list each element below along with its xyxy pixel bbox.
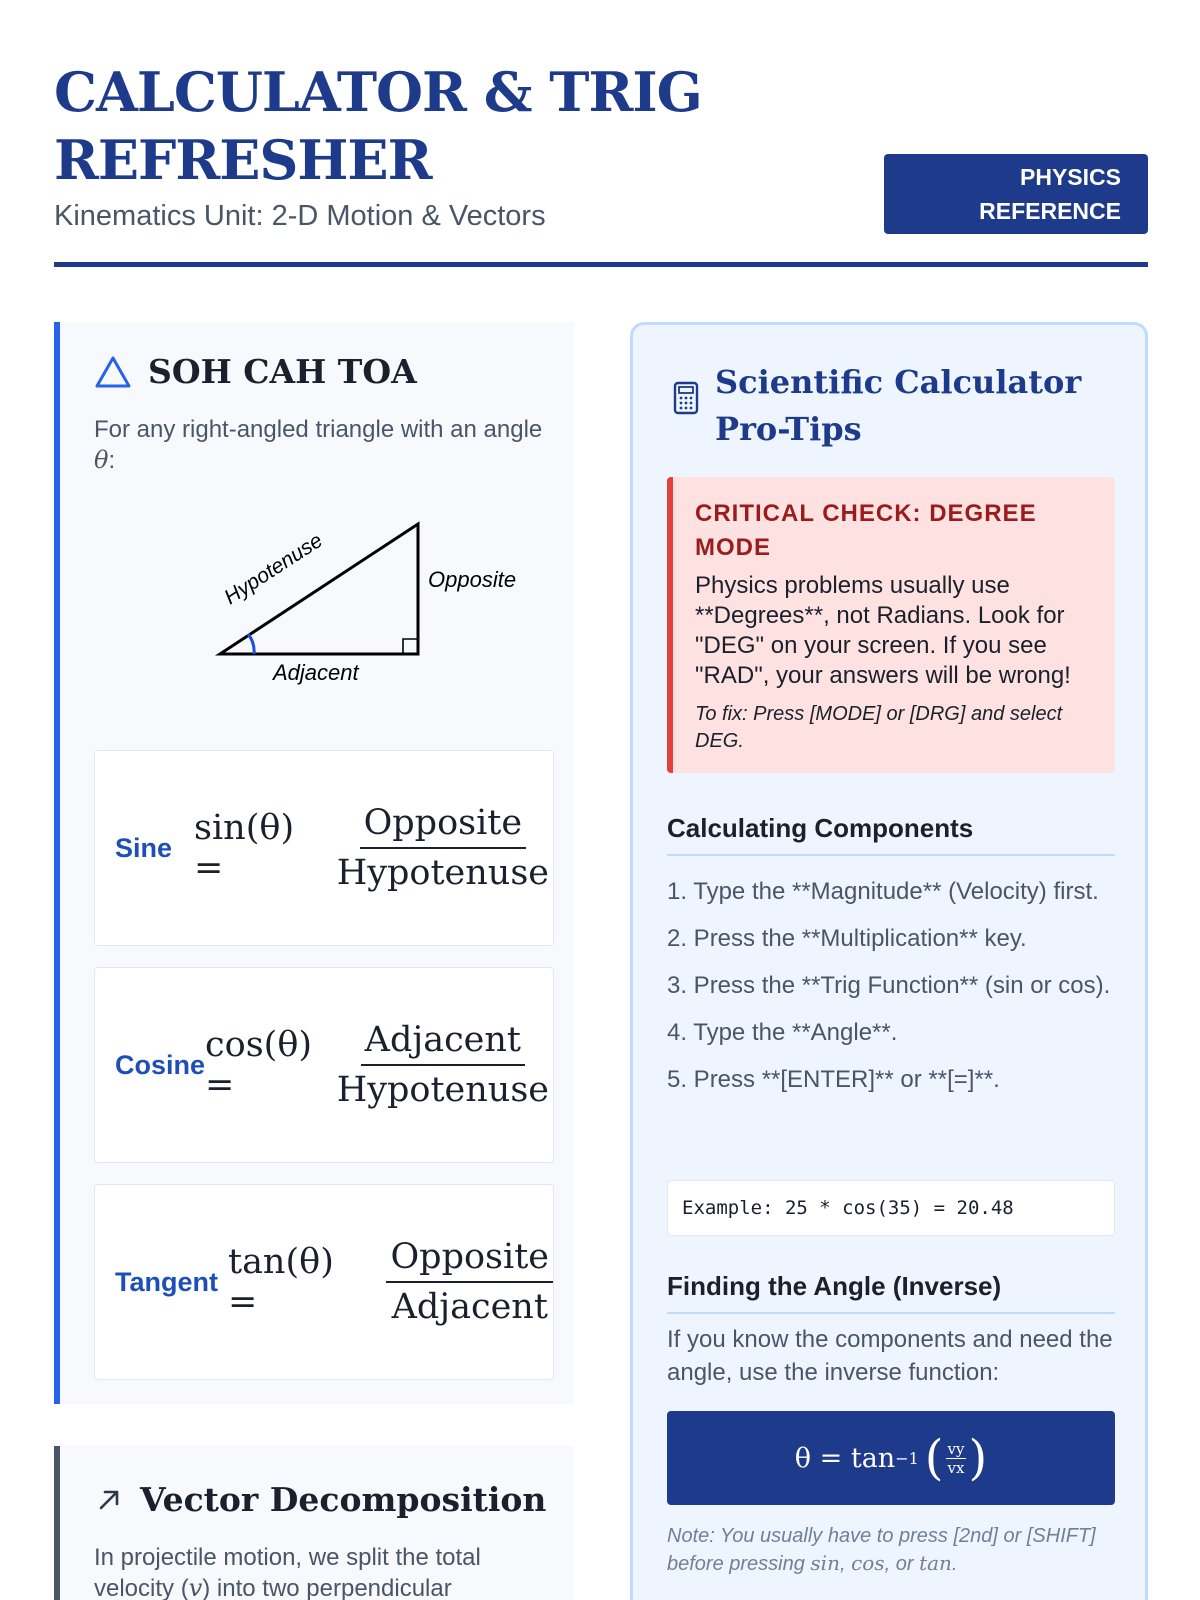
vector-intro-b: ) into two perpendicular — [202, 1575, 452, 1600]
alert-fix-instructions: To fix: Press [MODE] or [DRG] and select DEG. — [695, 703, 1063, 752]
components-steps-list — [667, 875, 1115, 1110]
calc-card-title: Scientific Calculator Pro-Tips — [715, 363, 1082, 448]
tangent-label: Tangent — [115, 1266, 218, 1297]
alert-title: CRITICAL CHECK: DEGREE MODE — [695, 500, 1037, 561]
sine-formula-box — [94, 750, 554, 946]
right-paren: ) — [968, 1430, 988, 1486]
tangent-func: tan(θ) = — [228, 1242, 334, 1322]
sine-fraction — [333, 803, 553, 893]
step-item: 5. Press **[ENTER]** or **[=]**. — [667, 1066, 1000, 1093]
arrow-up-right-icon — [94, 1485, 124, 1515]
note-cos: cos — [851, 1551, 885, 1575]
fraction-denominator: vx — [947, 1458, 965, 1477]
cosine-fraction — [333, 1020, 553, 1110]
tangent-numerator: Opposite — [386, 1237, 553, 1283]
tangent-formula-box — [94, 1184, 554, 1380]
vector-card-header — [94, 1480, 546, 1519]
step-item: 4. Type the **Angle**. — [667, 1019, 898, 1046]
vector-intro-text — [94, 1542, 554, 1600]
cosine-denominator: Hypotenuse — [336, 1070, 549, 1110]
degree-mode-alert — [667, 477, 1115, 773]
step-item: 1. Type the **Magnitude** (Velocity) first. — [667, 878, 1099, 905]
opposite-label: Opposite — [428, 567, 517, 592]
inverse-exponent: −1 — [895, 1448, 919, 1468]
cosine-numerator: Adjacent — [361, 1020, 525, 1066]
calculator-tips-card — [630, 322, 1148, 1600]
vector-card-title: Vector Decomposition — [140, 1480, 547, 1519]
soh-intro-suffix: : — [108, 447, 116, 474]
calculator-icon — [671, 381, 701, 415]
vector-decomposition-card — [54, 1446, 574, 1600]
vector-intro-a: In projectile motion, we split the total velocity ( — [94, 1544, 481, 1600]
step-item: 2. Press the **Multiplication** key. — [667, 925, 1027, 952]
inverse-section-title: Finding the Angle (Inverse) — [667, 1271, 1115, 1314]
tangent-fraction — [386, 1237, 553, 1327]
soh-card-title: SOH CAH TOA — [148, 352, 417, 391]
inverse-formula-box — [667, 1411, 1115, 1505]
soh-intro-main: For any right-angled triangle with an angle — [94, 416, 543, 443]
triangle-icon — [94, 354, 132, 390]
soh-card-header — [94, 352, 417, 391]
note-or: , or — [884, 1553, 920, 1575]
page-header — [54, 58, 1148, 268]
title-line-2: REFRESHER — [54, 128, 432, 192]
theta-symbol: θ — [94, 446, 109, 474]
calc-card-header — [671, 359, 1115, 453]
cosine-func: cos(θ) = — [205, 1025, 313, 1105]
fraction-numerator: vy — [947, 1439, 965, 1458]
hypotenuse-label: Hypotenuse — [220, 528, 327, 610]
physics-reference-badge — [884, 154, 1148, 234]
inverse-note — [667, 1523, 1115, 1578]
sine-label: Sine — [115, 832, 173, 863]
badge-line-2: REFERENCE — [979, 198, 1121, 224]
velocity-symbol: v — [188, 1574, 203, 1600]
cosine-expression — [205, 1020, 553, 1110]
header-divider — [54, 262, 1148, 267]
note-end: . — [951, 1553, 958, 1575]
left-paren: ( — [924, 1430, 944, 1486]
sine-expression — [194, 803, 553, 893]
tangent-denominator: Adjacent — [391, 1287, 548, 1327]
cosine-formula-box — [94, 967, 554, 1163]
note-sin: sin — [810, 1551, 840, 1575]
note-comma: , — [839, 1553, 852, 1575]
tangent-expression — [228, 1237, 553, 1327]
components-section-title: Calculating Components — [667, 813, 1115, 856]
adjacent-label: Adjacent — [273, 660, 359, 685]
soh-intro-text — [94, 414, 554, 476]
badge-line-1: PHYSICS — [1020, 164, 1121, 190]
sine-denominator: Hypotenuse — [336, 853, 549, 893]
title-line-1: CALCULATOR & TRIG — [54, 60, 702, 124]
alert-body: Physics problems usually use **Degrees**, not Radians. Look for "DEG" on your screen. If you see "RAD", your answers will be wrong! — [695, 572, 1071, 689]
cosine-label: Cosine — [115, 1049, 206, 1080]
sine-numerator: Opposite — [360, 803, 527, 849]
sine-func: sin(θ) = — [194, 808, 295, 888]
soh-cah-toa-card — [54, 322, 574, 1404]
note-main: Note: You usually have to press [2nd] or [SHIFT] before pressing — [667, 1525, 1096, 1575]
step-item: 3. Press the **Trig Function** (sin or cos). — [667, 972, 1111, 999]
inverse-formula-lhs: θ = tan — [794, 1442, 896, 1474]
page-subtitle: Kinematics Unit: 2-D Motion & Vectors — [54, 200, 546, 232]
inverse-description: If you know the components and need the angle, use the inverse function: — [667, 1326, 1113, 1386]
note-tan: tan — [919, 1551, 952, 1575]
right-triangle-diagram — [210, 517, 550, 697]
example-code-block: Example: 25 * cos(35) = 20.48 — [667, 1180, 1115, 1236]
vy-over-vx-fraction — [946, 1440, 967, 1477]
